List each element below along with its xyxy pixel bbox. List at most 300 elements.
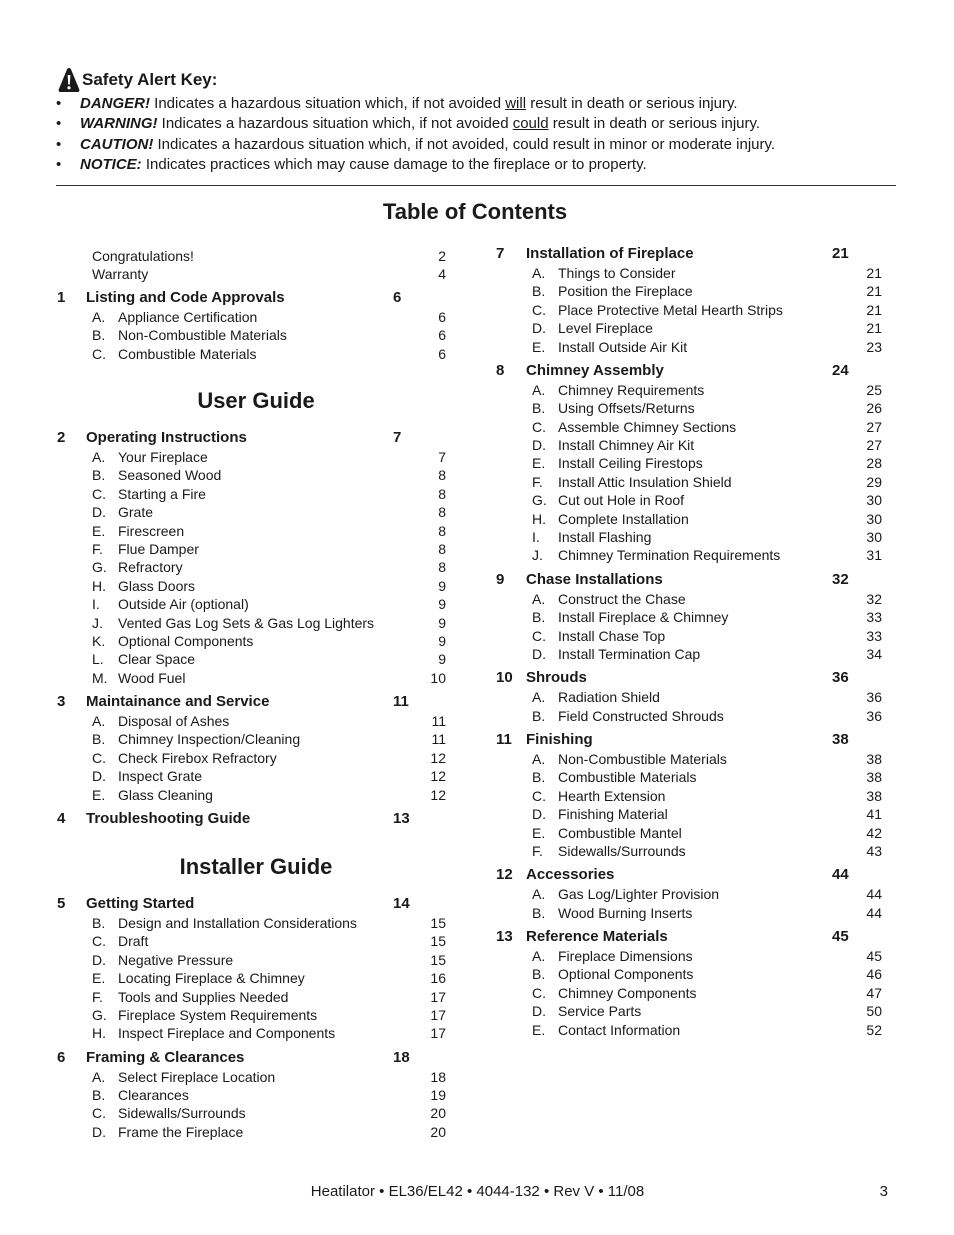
toc-item-title: Place Protective Metal Hearth Strips xyxy=(558,301,783,318)
toc-item-title: Install Flashing xyxy=(558,529,652,545)
alert-level-label: WARNING! xyxy=(80,115,158,133)
toc-item-letter: D. xyxy=(532,437,546,453)
toc-item-page: 27 xyxy=(866,437,882,453)
toc-item-letter: A. xyxy=(532,947,546,964)
toc-item-page: 12 xyxy=(430,768,446,785)
toc-chapter-title: Accessories xyxy=(526,866,615,884)
toc-item-title: Cut out Hole in Roof xyxy=(558,492,685,509)
toc-item-title: Draft xyxy=(118,933,149,950)
safety-alert-header xyxy=(56,66,896,94)
toc-item-row[interactable] xyxy=(0,264,954,282)
toc-item-letter: B. xyxy=(92,731,106,748)
toc-item-letter: B. xyxy=(532,609,546,626)
toc-item-title: Install Attic Insulation Shield xyxy=(558,473,732,490)
toc-item-title: Finishing Material xyxy=(558,806,668,823)
toc-item-row[interactable] xyxy=(0,546,954,564)
toc-item-page: 38 xyxy=(866,787,882,804)
toc-item-page: 8 xyxy=(438,504,446,521)
toc-item-page: 36 xyxy=(866,707,882,724)
toc-item-letter: B. xyxy=(92,1087,106,1103)
toc-item-page: 12 xyxy=(430,786,446,803)
toc-chapter-title: Finishing xyxy=(526,731,593,748)
toc-chapter-page: 18 xyxy=(393,1048,410,1066)
toc-item-title: Glass Doors xyxy=(118,577,196,594)
toc-item-row[interactable] xyxy=(0,1002,954,1020)
toc-item-page: 20 xyxy=(430,1123,446,1140)
toc-item-row[interactable] xyxy=(0,824,954,842)
toc-item-title: Starting a Fire xyxy=(118,485,206,502)
toc-item-title: Position the Fireplace xyxy=(558,283,693,300)
toc-item-page: 33 xyxy=(866,627,882,644)
toc-item-row[interactable] xyxy=(0,473,954,491)
toc-item-title: Using Offsets/Returns xyxy=(558,400,695,417)
toc-item-page: 27 xyxy=(866,418,882,435)
toc-item-title: Locating Fireplace & Chimney xyxy=(118,970,305,987)
toc-item-title: Refractory xyxy=(118,559,183,576)
toc-item-letter: D. xyxy=(92,1123,106,1140)
toc-item-page: 21 xyxy=(866,283,882,300)
toc-item-page: 17 xyxy=(430,1006,446,1023)
toc-item-letter: B. xyxy=(532,707,546,724)
toc-item-page: 45 xyxy=(866,947,882,964)
toc-item-page: 4 xyxy=(438,266,446,283)
toc-chapter-number: 11 xyxy=(496,731,512,748)
toc-item-letter: C. xyxy=(92,933,106,950)
toc-chapter-number: 1 xyxy=(57,289,66,306)
toc-item-letter: G. xyxy=(532,492,547,509)
toc-item-title: Seasoned Wood xyxy=(118,467,222,484)
installer-guide-heading: Installer Guide xyxy=(179,854,333,879)
toc-item-page: 38 xyxy=(866,750,882,767)
toc-item-letter: J. xyxy=(92,614,103,631)
toc-item-row[interactable] xyxy=(0,1021,954,1039)
toc-item-letter: C. xyxy=(92,485,106,502)
footer-text: Heatilator • EL36/EL42 • 4044-132 • Rev V • 11/08 xyxy=(310,1183,645,1200)
toc-item-page: 33 xyxy=(866,609,882,626)
toc-item-row[interactable] xyxy=(0,787,954,805)
toc-item-letter: E. xyxy=(532,824,546,841)
toc-item-page: 25 xyxy=(866,381,882,398)
toc-chapter-page: 14 xyxy=(393,895,410,912)
toc-item-row[interactable] xyxy=(0,707,954,725)
toc-chapter-title: Getting Started xyxy=(86,895,195,912)
toc-item-title: Combustible Materials xyxy=(558,769,697,786)
toc-item-page: 11 xyxy=(431,731,446,748)
toc-item-letter: B. xyxy=(532,400,546,417)
toc-item-title: Clearances xyxy=(118,1087,189,1103)
toc-item-title: Negative Pressure xyxy=(118,951,234,968)
toc-item-title: Tools and Supplies Needed xyxy=(118,988,289,1005)
toc-chapter-page: 44 xyxy=(832,866,849,884)
toc-item-title: Outside Air (optional) xyxy=(118,596,249,613)
toc-item-letter: A. xyxy=(532,590,546,607)
toc-item-page: 47 xyxy=(866,984,882,1001)
toc-item-letter: D. xyxy=(92,504,106,521)
toc-item-title: Chimney Requirements xyxy=(558,381,705,398)
toc-item-page: 6 xyxy=(438,308,446,325)
toc-item-title: Assemble Chimney Sections xyxy=(558,418,737,435)
toc-item-page: 17 xyxy=(430,1025,446,1042)
toc-item-row[interactable] xyxy=(0,436,954,454)
toc-item-page: 9 xyxy=(438,614,446,631)
toc-item-row[interactable] xyxy=(0,904,954,922)
toc-chapter-page: 32 xyxy=(832,570,849,588)
toc-item-title: Field Constructed Shrouds xyxy=(558,707,724,724)
toc-item-letter: F. xyxy=(92,988,103,1005)
toc-chapter-row[interactable] xyxy=(0,245,954,263)
toc-item-page: 46 xyxy=(866,966,882,983)
toc-item-letter: C. xyxy=(532,301,546,318)
toc-item-letter: C. xyxy=(92,749,106,766)
toc-item-title: Vented Gas Log Sets & Gas Log Lighters xyxy=(118,614,375,631)
safety-alert-list xyxy=(56,94,896,175)
toc-item-page: 6 xyxy=(438,327,446,344)
toc-item-letter: B. xyxy=(532,769,546,786)
toc-item-letter: M. xyxy=(92,669,108,686)
toc-item-letter: I. xyxy=(532,529,540,545)
toc-item-row[interactable] xyxy=(0,590,954,608)
safety-alert-title: Safety Alert Key: xyxy=(82,70,218,89)
toc-item-title: Install Fireplace & Chimney xyxy=(558,609,729,626)
toc-item-title: Install Termination Cap xyxy=(558,645,701,662)
toc-item-letter: B. xyxy=(532,283,546,300)
safety-alert-item: • DANGER! Indicates a hazardous situation which, if not avoided will result in death or serious injury. xyxy=(56,94,896,114)
toc-item-title: Clear Space xyxy=(118,651,196,668)
toc-item-page: 8 xyxy=(438,540,446,557)
toc-item-letter: B. xyxy=(532,966,546,983)
toc-item-row[interactable] xyxy=(0,418,954,436)
toc-item-letter: E. xyxy=(532,455,546,472)
toc-item-title: Gas Log/Lighter Provision xyxy=(558,886,720,903)
toc-item-title: Complete Installation xyxy=(558,510,689,527)
toc-chapter-number: 12 xyxy=(496,866,513,884)
toc-item-page: 21 xyxy=(866,320,882,337)
toc-item-row[interactable] xyxy=(0,338,954,356)
toc-item-title: Radiation Shield xyxy=(558,689,660,706)
toc-item-page: 42 xyxy=(866,824,882,841)
toc-item-letter: B. xyxy=(92,327,106,344)
toc-item-title: Sidewalls/Surrounds xyxy=(118,1105,246,1122)
toc-chapter-title: Maintainance and Service xyxy=(86,693,270,711)
toc-item-row[interactable] xyxy=(0,1123,954,1141)
toc-chapter-page: 38 xyxy=(832,731,849,748)
toc-item-page: 11 xyxy=(431,713,446,729)
safety-alert-item: • WARNING! Indicates a hazardous situation which, if not avoided could result in death or serious injury. xyxy=(56,114,896,134)
toc-item-row[interactable] xyxy=(0,381,954,399)
toc-item-row[interactable] xyxy=(0,805,954,823)
toc-item-letter: C. xyxy=(92,1105,106,1122)
toc-item-page: 44 xyxy=(866,886,882,903)
toc-chapter-number: 13 xyxy=(496,928,513,945)
toc-item-letter: A. xyxy=(92,713,106,729)
toc-chapter-title: Listing and Code Approvals xyxy=(86,289,285,306)
toc-item-row[interactable] xyxy=(0,608,954,626)
toc-item-letter: D. xyxy=(532,1003,546,1020)
toc-chapter-title: Troubleshooting Guide xyxy=(86,810,251,827)
toc-item-letter: D. xyxy=(532,320,546,337)
toc-item-letter: F. xyxy=(532,842,543,859)
toc-item-letter: E. xyxy=(532,1021,546,1038)
safety-alert-key xyxy=(56,66,896,175)
toc-item-page: 20 xyxy=(430,1105,446,1122)
user-guide-heading: User Guide xyxy=(197,388,315,413)
toc-item-letter: C. xyxy=(532,418,546,435)
toc-item-letter: A. xyxy=(92,308,106,325)
toc-item-title: Select Fireplace Location xyxy=(118,1068,276,1085)
toc-item-letter: A. xyxy=(532,689,546,706)
toc-item-page: 23 xyxy=(866,338,882,355)
divider xyxy=(56,185,896,186)
toc-item-row[interactable] xyxy=(0,688,954,706)
toc-chapter-page: 45 xyxy=(832,928,849,945)
toc-item-page: 26 xyxy=(866,400,882,417)
toc-item-title: Things to Consider xyxy=(558,264,676,281)
toc-chapter-number: 7 xyxy=(496,245,505,262)
toc-item-row[interactable] xyxy=(0,301,954,319)
toc-item-letter: C. xyxy=(532,984,546,1001)
toc-item-title: Glass Cleaning xyxy=(118,786,213,803)
toc-item-title: Install Chase Top xyxy=(558,627,666,644)
toc-item-row[interactable] xyxy=(0,1104,954,1122)
toc-item-letter: B. xyxy=(92,467,106,484)
alert-level-label: NOTICE: xyxy=(80,155,142,173)
toc-item-letter: A. xyxy=(532,264,546,281)
toc-item-letter: A. xyxy=(92,448,106,465)
toc-item-title: Combustible Mantel xyxy=(558,824,682,841)
toc-chapter-page: 13 xyxy=(393,810,410,827)
toc-item-page: 30 xyxy=(866,510,882,527)
toc-item-title: Contact Information xyxy=(558,1021,681,1038)
toc-chapter-row[interactable] xyxy=(0,571,954,589)
toc-item-row[interactable] xyxy=(0,645,954,663)
toc-item-page: 19 xyxy=(430,1087,446,1103)
toc-item-row[interactable] xyxy=(0,984,954,1002)
toc-chapter-title: Reference Materials xyxy=(526,928,668,945)
toc-chapter-row[interactable] xyxy=(0,928,954,946)
toc-item-row[interactable] xyxy=(0,842,954,860)
toc-item-letter: D. xyxy=(532,806,546,823)
toc-item-title: Fireplace System Requirements xyxy=(118,1006,318,1023)
toc-item-letter: L. xyxy=(92,651,104,668)
toc-item-letter: H. xyxy=(92,577,106,594)
toc-item-page: 16 xyxy=(430,970,446,987)
toc-item-page: 7 xyxy=(438,448,446,465)
toc-item-title: Hearth Extension xyxy=(558,787,666,804)
toc-chapter-title: Shrouds xyxy=(526,669,587,687)
toc-item-page: 41 xyxy=(866,806,882,823)
toc-item-row[interactable] xyxy=(0,282,954,300)
toc-item-page: 9 xyxy=(438,596,446,613)
toc-chapter-row[interactable] xyxy=(0,669,954,687)
toc-item-title: Warranty xyxy=(92,266,149,283)
toc-item-letter: D. xyxy=(92,951,106,968)
toc-item-page: 15 xyxy=(430,933,446,950)
toc-item-title: Install Chimney Air Kit xyxy=(558,437,695,453)
toc-item-page: 21 xyxy=(866,264,882,281)
page-number: 3 xyxy=(879,1183,888,1200)
toc-item-page: 30 xyxy=(866,492,882,509)
toc-item-title: Install Outside Air Kit xyxy=(558,338,688,355)
toc-item-letter: G. xyxy=(92,559,107,576)
toc-chapter-number: 6 xyxy=(57,1048,66,1066)
toc-item-title: Level Fireplace xyxy=(558,320,653,337)
toc-item-page: 8 xyxy=(438,485,446,502)
toc-item-row[interactable] xyxy=(0,947,954,965)
toc-item-letter: B. xyxy=(532,904,546,921)
toc-item-letter: A. xyxy=(532,886,546,903)
toc-item-letter: A. xyxy=(532,750,546,767)
toc-item-page: 50 xyxy=(866,1003,882,1020)
toc-item-title: Wood Fuel xyxy=(118,669,186,686)
toc-chapter-page: 7 xyxy=(393,429,402,446)
toc-chapter-title: Installation of Fireplace xyxy=(526,245,694,262)
toc-item-title: Firescreen xyxy=(118,522,185,539)
toc-item-page: 12 xyxy=(430,749,446,766)
toc-item-title: Chimney Inspection/Cleaning xyxy=(118,731,301,748)
toc-item-page: 2 xyxy=(438,248,446,264)
toc-item-letter: A. xyxy=(92,1068,106,1085)
toc-item-page: 10 xyxy=(430,669,446,686)
alert-level-label: DANGER! xyxy=(80,95,150,112)
toc-item-page: 9 xyxy=(438,651,446,668)
safety-alert-item: • NOTICE: Indicates practices which may cause damage to the fireplace or to property. xyxy=(56,155,896,175)
toc-item-letter: D. xyxy=(92,768,106,785)
toc-item-page: 34 xyxy=(866,645,882,662)
toc-item-title: Inspect Grate xyxy=(118,768,203,785)
toc-item-letter: E. xyxy=(532,338,546,355)
toc-item-letter: C. xyxy=(92,345,106,362)
alert-level-label: CAUTION! xyxy=(80,135,154,153)
toc-item-title: Service Parts xyxy=(558,1003,642,1020)
toc-item-page: 30 xyxy=(866,529,882,545)
toc-item-letter: I. xyxy=(92,596,100,613)
toc-item-row[interactable] xyxy=(0,491,954,509)
toc-chapter-number: 8 xyxy=(496,361,505,379)
toc-item-page: 21 xyxy=(866,301,882,318)
toc-item-letter: C. xyxy=(532,787,546,804)
toc-item-letter: E. xyxy=(92,970,106,987)
toc-item-title: Your Fireplace xyxy=(118,448,208,465)
toc-chapter-title: Chimney Assembly xyxy=(526,361,664,379)
toc-chapter-number: 4 xyxy=(57,810,66,827)
toc-item-letter: D. xyxy=(532,645,546,662)
toc-chapter-page: 11 xyxy=(393,693,409,711)
safety-alert-item: • CAUTION! Indicates a hazardous situation which, if not avoided, could result in minor or moderate injury. xyxy=(56,135,896,155)
toc-chapter-row[interactable] xyxy=(0,362,954,380)
toc-item-letter: J. xyxy=(532,547,543,564)
toc-item-page: 15 xyxy=(430,914,446,931)
toc-item-page: 44 xyxy=(866,904,882,921)
toc-item-title: Optional Components xyxy=(118,632,254,649)
alert-emphasis: could xyxy=(512,115,549,133)
toc-item-letter: K. xyxy=(92,632,106,649)
toc-item-title: Fireplace Dimensions xyxy=(558,947,693,964)
toc-item-title: Congratulations! xyxy=(92,248,194,264)
toc-chapter-page: 21 xyxy=(832,245,849,262)
toc-item-title: Flue Damper xyxy=(118,540,199,557)
toc-item-title: Non-Combustible Materials xyxy=(558,750,727,767)
toc-item-letter: F. xyxy=(92,540,103,557)
toc-chapter-number: 2 xyxy=(57,429,66,446)
toc-item-letter: G. xyxy=(92,1006,107,1023)
toc-item-page: 9 xyxy=(438,577,446,594)
toc-item-row[interactable] xyxy=(0,1086,954,1104)
toc-item-letter: E. xyxy=(92,522,106,539)
toc-item-row[interactable] xyxy=(0,768,954,786)
toc-item-title: Construct the Chase xyxy=(558,590,686,607)
toc-item-page: 32 xyxy=(866,590,882,607)
toc-item-page: 17 xyxy=(430,988,446,1005)
toc-item-page: 43 xyxy=(866,842,882,859)
alert-emphasis: will xyxy=(505,95,527,112)
toc-item-row[interactable] xyxy=(0,885,954,903)
toc-item-row[interactable] xyxy=(0,627,954,645)
toc-item-row[interactable] xyxy=(0,528,954,546)
toc-chapter-row[interactable] xyxy=(0,1049,954,1067)
toc-item-page: 9 xyxy=(438,632,446,649)
toc-title: Table of Contents xyxy=(382,199,568,224)
toc-item-title: Grate xyxy=(118,504,154,521)
toc-item-title: Chimney Components xyxy=(558,984,697,1001)
toc-item-title: Install Ceiling Firestops xyxy=(558,455,703,472)
toc-item-title: Frame the Fireplace xyxy=(118,1123,244,1140)
warning-triangle-icon xyxy=(58,67,80,93)
toc-item-page: 6 xyxy=(438,345,446,362)
toc-item-row[interactable] xyxy=(0,750,954,768)
toc-item-page: 28 xyxy=(866,455,882,472)
toc-item-page: 8 xyxy=(438,467,446,484)
toc-item-letter: C. xyxy=(532,627,546,644)
toc-item-row[interactable] xyxy=(0,319,954,337)
toc-chapter-row[interactable] xyxy=(0,731,954,749)
toc-chapter-title: Operating Instructions xyxy=(86,429,247,446)
toc-item-title: Disposal of Ashes xyxy=(118,713,230,729)
toc-chapter-page: 6 xyxy=(393,289,402,306)
toc-item-letter: H. xyxy=(532,510,546,527)
toc-chapter-number: 10 xyxy=(496,669,513,687)
toc-chapter-page: 24 xyxy=(832,361,849,379)
toc-item-letter: F. xyxy=(532,473,543,490)
toc-chapter-row[interactable] xyxy=(0,866,954,884)
toc-item-title: Sidewalls/Surrounds xyxy=(558,842,686,859)
toc-item-title: Non-Combustible Materials xyxy=(118,327,287,344)
toc-item-title: Appliance Certification xyxy=(118,308,258,325)
toc-item-title: Wood Burning Inserts xyxy=(558,904,693,921)
toc-item-page: 18 xyxy=(430,1068,446,1085)
toc-item-row[interactable] xyxy=(0,965,954,983)
toc-item-page: 15 xyxy=(430,951,446,968)
toc-item-row[interactable] xyxy=(0,510,954,528)
toc-item-page: 8 xyxy=(438,559,446,576)
toc-item-page: 52 xyxy=(866,1021,882,1038)
toc-item-row[interactable] xyxy=(0,454,954,472)
toc-chapter-number: 9 xyxy=(496,570,505,588)
toc-item-letter: E. xyxy=(92,786,106,803)
toc-item-title: Chimney Termination Requirements xyxy=(558,547,781,564)
toc-item-title: Design and Installation Considerations xyxy=(118,914,357,931)
toc-item-letter: B. xyxy=(92,914,106,931)
toc-item-page: 36 xyxy=(866,689,882,706)
toc-item-title: Check Firebox Refractory xyxy=(118,749,277,766)
toc-item-page: 29 xyxy=(866,473,882,490)
toc-item-title: Optional Components xyxy=(558,966,694,983)
toc-item-row[interactable] xyxy=(0,399,954,417)
toc-item-title: Combustible Materials xyxy=(118,345,257,362)
toc-item-title: Inspect Fireplace and Components xyxy=(118,1025,336,1042)
toc-item-row[interactable] xyxy=(0,1068,954,1086)
toc-chapter-title: Framing & Clearances xyxy=(86,1048,245,1066)
toc-chapter-number: 3 xyxy=(57,693,66,711)
